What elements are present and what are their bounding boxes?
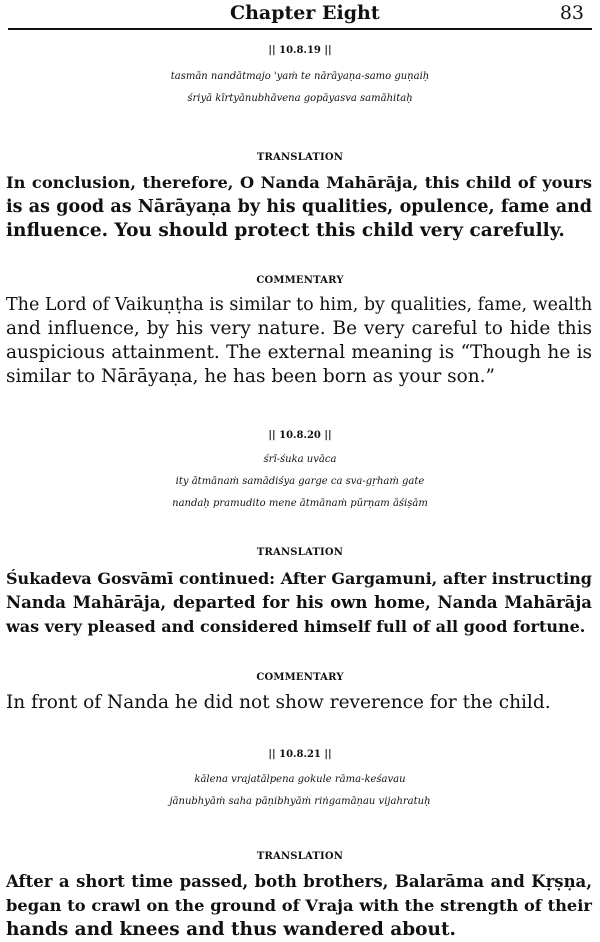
translation-paragraph (6, 567, 592, 639)
verse-number: || 10.8.21 || (268, 749, 332, 760)
verse-line: jānubhyāṁ saha pāṇibhyāṁ riṅgamāṇau vijahratuḥ (169, 796, 431, 807)
verse-line: tasmān nandātmajo 'yaṁ te nārāyaṇa-samo guṇaiḥ (170, 71, 430, 82)
translation-paragraph (6, 171, 592, 243)
verse-line: nandaḥ pramudito mene ātmānaṁ pūrṇam āśiṣām (172, 498, 428, 509)
chapter-title: Chapter Eight (230, 2, 380, 24)
text-line: is as good as Nārāyaṇa by his qualities, opulence, fame and (6, 197, 592, 217)
text-line: After a short time passed, both brothers, Balarāma and Kṛṣṇa, (6, 872, 592, 891)
verse-number: || 10.8.20 || (268, 430, 332, 441)
verse-line: śriyā kīrtyānubhāvena gopāyasva samāhitaḥ (187, 93, 413, 104)
text-line: began to crawl on the ground of Vraja with the strength of their (6, 896, 592, 915)
text-line: and influence, by his very nature. Be very careful to hide this (6, 318, 592, 339)
text-line: In conclusion, therefore, O Nanda Mahārāja, this child of yours (6, 173, 592, 192)
verse-number: || 10.8.19 || (268, 45, 332, 56)
text-line: The Lord of Vaikuṇṭha is similar to him, by qualities, fame, wealth (6, 295, 593, 315)
translation-heading: TRANSLATION (256, 152, 344, 163)
text-line: In front of Nanda he did not show reverence for the child. (6, 692, 551, 713)
verse-line: kālena vrajatālpena gokule rāma-keśavau (194, 774, 406, 785)
text-line: influence. You should protect this child very carefully. (6, 220, 565, 241)
text-line: Nanda Mahārāja, departed for his own home, Nanda Mahārāja (6, 593, 592, 612)
translation-heading: TRANSLATION (256, 547, 344, 558)
verse-line: ity ātmānaṁ samādiśya garge ca sva-gṛhaṁ gate (175, 476, 425, 487)
text-line: was very pleased and considered himself full of all good fortune. (6, 617, 586, 636)
text-line: auspicious attainment. The external meaning is “Though he is (6, 342, 592, 363)
translation-heading: TRANSLATION (256, 851, 344, 862)
text-line: hands and knees and thus wandered about. (6, 919, 456, 940)
text-line: similar to Nārāyaṇa, he has been born as your son.” (6, 366, 496, 387)
commentary-heading: COMMENTARY (256, 672, 344, 683)
commentary-heading: COMMENTARY (256, 275, 344, 286)
commentary-paragraph (6, 691, 592, 715)
page-number: 83 (559, 2, 584, 24)
translation-paragraph (6, 870, 592, 942)
text-line: Śukadeva Gosvāmī continued: After Gargamuni, after instructing (6, 569, 592, 588)
verse-speaker: śrī-śuka uvāca (263, 454, 337, 465)
commentary-paragraph (6, 293, 592, 389)
running-header (8, 0, 592, 30)
